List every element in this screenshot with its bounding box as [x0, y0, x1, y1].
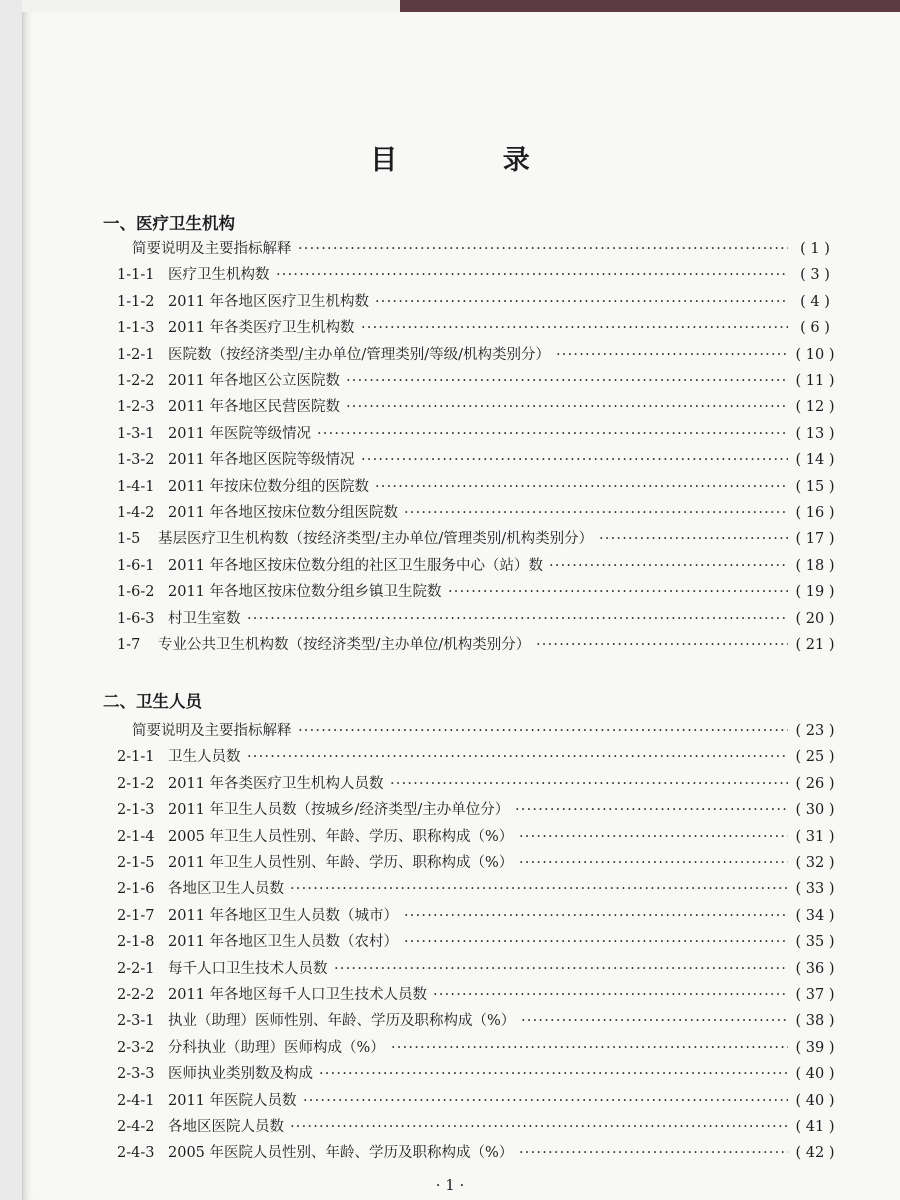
toc-entry[interactable]	[0, 984, 900, 1006]
toc-entry[interactable]	[0, 931, 900, 953]
dot-leader	[519, 826, 788, 848]
toc-entry-label: 村卫生室数	[168, 610, 241, 627]
toc-entry-label: 2011 年卫生人员数（按城乡/经济类型/主办单位分）	[168, 802, 510, 819]
toc-entry-page: ( 37 )	[795, 987, 835, 1003]
toc-entry[interactable]	[0, 1090, 900, 1112]
toc-entry-page: ( 40 )	[795, 1066, 835, 1083]
toc-entry-code: 1-3-2	[117, 452, 155, 469]
toc-entry-page: ( 35 )	[795, 934, 835, 951]
dot-leader	[519, 852, 788, 874]
toc-entry-page: ( 38 )	[795, 1013, 835, 1030]
toc-entry[interactable]	[0, 1116, 900, 1138]
toc-entry-code: 2-3-1	[117, 1013, 155, 1030]
toc-entry-label: 每千人口卫生技术人员数	[168, 960, 328, 977]
toc-entry-label: 卫生人员数	[168, 749, 241, 766]
toc-entry-code: 1-5	[117, 531, 141, 548]
toc-entry-page: ( 13 )	[795, 425, 835, 442]
dot-leader	[361, 317, 788, 339]
toc-entry[interactable]	[0, 720, 900, 742]
toc-entry[interactable]	[0, 317, 900, 339]
dot-leader	[247, 746, 788, 768]
dot-leader	[519, 1142, 788, 1164]
toc-entry-label: 简要说明及主要指标解释	[132, 241, 292, 257]
toc-entry-label: 2011 年医院等级情况	[168, 425, 312, 442]
toc-entry-code: 1-6-3	[117, 610, 155, 627]
toc-entry-code: 1-1-2	[117, 293, 155, 310]
toc-entry-code: 2-4-1	[117, 1092, 155, 1109]
dot-leader	[391, 1037, 788, 1059]
toc-entry-page: ( 11 )	[795, 373, 835, 389]
toc-entry[interactable]	[0, 608, 900, 630]
toc-entry[interactable]	[0, 370, 900, 392]
toc-entry[interactable]	[0, 958, 900, 980]
toc-entry-page: ( 10 )	[795, 346, 835, 363]
toc-entry-code: 2-3-3	[117, 1066, 155, 1083]
toc-entry-label: 2011 年各地区民营医院数	[168, 399, 341, 416]
toc-entry[interactable]	[0, 852, 900, 874]
dot-leader	[303, 1090, 788, 1112]
toc-entry-code: 1-4-2	[117, 505, 155, 521]
toc-entry-page: ( 21 )	[795, 637, 835, 653]
toc-entry-code: 2-1-6	[117, 881, 155, 898]
toc-entry-code: 2-1-3	[117, 802, 155, 819]
toc-entry-page: ( 23 )	[795, 723, 835, 739]
dot-leader	[448, 581, 788, 603]
dot-leader	[317, 423, 788, 445]
toc-entry-label: 2011 年各地区卫生人员数（城市）	[168, 907, 399, 924]
toc-entry-page: ( 40 )	[795, 1092, 835, 1109]
toc-entry-label: 执业（助理）医师性别、年龄、学历及职称构成（%）	[168, 1013, 516, 1030]
toc-entry-page: ( 34 )	[795, 907, 835, 924]
dot-leader	[536, 634, 788, 656]
toc-entry-page: ( 41 )	[795, 1119, 835, 1135]
toc-entry-code: 1-4-1	[117, 478, 155, 495]
dot-leader	[556, 344, 788, 366]
toc-entry[interactable]	[0, 476, 900, 498]
toc-entry-label: 2005 年医院人员性别、年龄、学历及职称构成（%）	[168, 1145, 514, 1162]
toc-entry-label: 2011 年各地区按床位数分组的社区卫生服务中心（站）数	[168, 557, 544, 574]
dot-leader	[404, 905, 788, 927]
dot-leader	[290, 878, 788, 900]
page-title: 目 录	[370, 145, 578, 176]
toc-entry-page: ( 39 )	[795, 1039, 835, 1056]
toc-entry-code: 2-1-2	[117, 775, 155, 792]
toc-entry-label: 医院数（按经济类型/主办单位/管理类别/等级/机构类别分）	[168, 346, 551, 363]
toc-entry-code: 1-7	[117, 637, 141, 653]
toc-entry-page: ( 14 )	[795, 452, 835, 469]
toc-entry-code: 2-1-5	[117, 855, 155, 871]
toc-entry[interactable]	[0, 746, 900, 768]
toc-entry[interactable]	[0, 528, 900, 550]
toc-entry-page: ( 1 )	[800, 241, 830, 257]
toc-entry-code: 1-6-2	[117, 584, 155, 601]
toc-entry-page: ( 32 )	[795, 855, 835, 871]
toc-entry[interactable]	[0, 1037, 900, 1059]
toc-entry[interactable]	[0, 1063, 900, 1085]
toc-entry-label: 2011 年各地区公立医院数	[168, 373, 341, 389]
dot-leader	[247, 608, 788, 630]
toc-entry-page: ( 33 )	[795, 881, 835, 898]
toc-entry-code: 2-4-3	[117, 1145, 155, 1162]
dot-leader	[276, 264, 788, 286]
toc-entry-code: 2-2-1	[117, 960, 155, 977]
toc-entry-label: 2011 年各类医疗卫生机构数	[168, 320, 355, 337]
dot-leader	[361, 449, 788, 471]
toc-entry-page: ( 31 )	[795, 828, 835, 845]
toc-entry-code: 2-4-2	[117, 1119, 155, 1135]
toc-entry[interactable]	[0, 1010, 900, 1032]
toc-entry-label: 医疗卫生机构数	[168, 267, 270, 284]
dot-leader	[521, 1010, 788, 1032]
toc-entry[interactable]	[0, 238, 900, 260]
toc-entry-page: ( 17 )	[795, 531, 835, 548]
toc-entry[interactable]	[0, 502, 900, 524]
toc-entry-page: ( 26 )	[795, 775, 835, 792]
toc-entry-label: 2011 年各地区医院等级情况	[168, 452, 355, 469]
toc-entry[interactable]	[0, 905, 900, 927]
toc-entry-page: ( 18 )	[795, 557, 835, 574]
toc-entry[interactable]	[0, 1142, 900, 1164]
toc-entry-page: ( 6 )	[800, 320, 830, 337]
toc-entry-label: 2011 年各地区按床位数分组医院数	[168, 505, 399, 521]
toc-entry-page: ( 19 )	[795, 584, 835, 601]
toc-entry[interactable]	[0, 396, 900, 418]
dot-leader	[334, 958, 788, 980]
toc-entry[interactable]	[0, 423, 900, 445]
toc-entry-page: ( 20 )	[795, 610, 835, 627]
dot-leader	[375, 291, 788, 313]
toc-entry-code: 2-1-4	[117, 828, 155, 845]
toc-entry-code: 2-1-7	[117, 907, 155, 924]
dot-leader	[404, 931, 788, 953]
toc-entry[interactable]	[0, 344, 900, 366]
toc-entry[interactable]	[0, 773, 900, 795]
toc-entry-label: 2011 年各地区按床位数分组乡镇卫生院数	[168, 584, 442, 601]
toc-entry-code: 1-6-1	[117, 557, 155, 574]
dot-leader	[375, 476, 788, 498]
dot-leader	[390, 773, 788, 795]
toc-entry[interactable]	[0, 799, 900, 821]
toc-entry-code: 2-2-2	[117, 987, 155, 1003]
toc-entry[interactable]	[0, 826, 900, 848]
scan-edge-mark	[400, 0, 900, 12]
toc-entry-page: ( 36 )	[795, 960, 835, 977]
toc-entry-label: 2011 年卫生人员性别、年龄、学历、职称构成（%）	[168, 855, 514, 871]
toc-entry-label: 简要说明及主要指标解释	[132, 723, 292, 739]
toc-entry[interactable]	[0, 581, 900, 603]
dot-leader	[298, 720, 788, 742]
dot-leader	[290, 1116, 788, 1138]
toc-entry[interactable]	[0, 555, 900, 577]
toc-entry-page: ( 12 )	[795, 399, 835, 416]
dot-leader	[515, 799, 788, 821]
dot-leader	[346, 396, 788, 418]
toc-entry[interactable]	[0, 449, 900, 471]
toc-entry-label: 基层医疗卫生机构数（按经济类型/主办单位/管理类别/机构类别分）	[158, 531, 594, 548]
toc-entry-code: 1-3-1	[117, 425, 155, 442]
toc-entry-label: 医师执业类别数及构成	[168, 1066, 313, 1083]
toc-entry[interactable]	[0, 264, 900, 286]
toc-entry-page: ( 4 )	[800, 293, 830, 310]
toc-entry-label: 各地区医院人员数	[168, 1119, 284, 1135]
dot-leader	[298, 238, 788, 260]
toc-entry-page: ( 3 )	[800, 267, 830, 284]
toc-entry-code: 1-1-3	[117, 320, 155, 337]
toc-entry-label: 2011 年各地区每千人口卫生技术人员数	[168, 987, 428, 1003]
toc-entry-code: 1-2-2	[117, 373, 155, 389]
toc-entry-code: 1-2-3	[117, 399, 155, 416]
toc-entry-code: 1-2-1	[117, 346, 155, 363]
toc-entry-page: ( 42 )	[795, 1145, 835, 1162]
dot-leader	[319, 1063, 788, 1085]
toc-entry-code: 2-3-2	[117, 1039, 155, 1056]
toc-entry-page: ( 25 )	[795, 749, 835, 766]
toc-entry[interactable]	[0, 291, 900, 313]
dot-leader	[549, 555, 788, 577]
dot-leader	[346, 370, 788, 392]
section-title: 二、卫生人员	[103, 692, 202, 711]
toc-entry-label: 2011 年各地区卫生人员数（农村）	[168, 934, 399, 951]
page-number: · 1 ·	[435, 1176, 465, 1194]
toc-entry-label: 2011 年医院人员数	[168, 1092, 297, 1109]
toc-entry-code: 2-1-8	[117, 934, 155, 951]
toc-entry-code: 2-1-1	[117, 749, 155, 766]
toc-entry-page: ( 15 )	[795, 478, 835, 495]
dot-leader	[599, 528, 788, 550]
toc-entry-label: 2011 年按床位数分组的医院数	[168, 478, 370, 495]
dot-leader	[433, 984, 788, 1006]
toc-entry-label: 2005 年卫生人员性别、年龄、学历、职称构成（%）	[168, 828, 514, 845]
toc-entry-label: 2011 年各地区医疗卫生机构数	[168, 293, 370, 310]
toc-entry[interactable]	[0, 878, 900, 900]
toc-entry[interactable]	[0, 634, 900, 656]
toc-entry-code: 1-1-1	[117, 267, 155, 284]
toc-entry-label: 分科执业（助理）医师构成（%）	[168, 1039, 385, 1056]
section-title: 一、医疗卫生机构	[103, 214, 235, 233]
toc-entry-label: 2011 年各类医疗卫生机构人员数	[168, 775, 384, 792]
toc-entry-label: 各地区卫生人员数	[168, 881, 284, 898]
dot-leader	[404, 502, 788, 524]
toc-entry-page: ( 30 )	[795, 802, 835, 819]
toc-entry-label: 专业公共卫生机构数（按经济类型/主办单位/机构类别分）	[158, 637, 531, 653]
toc-entry-page: ( 16 )	[795, 505, 835, 521]
